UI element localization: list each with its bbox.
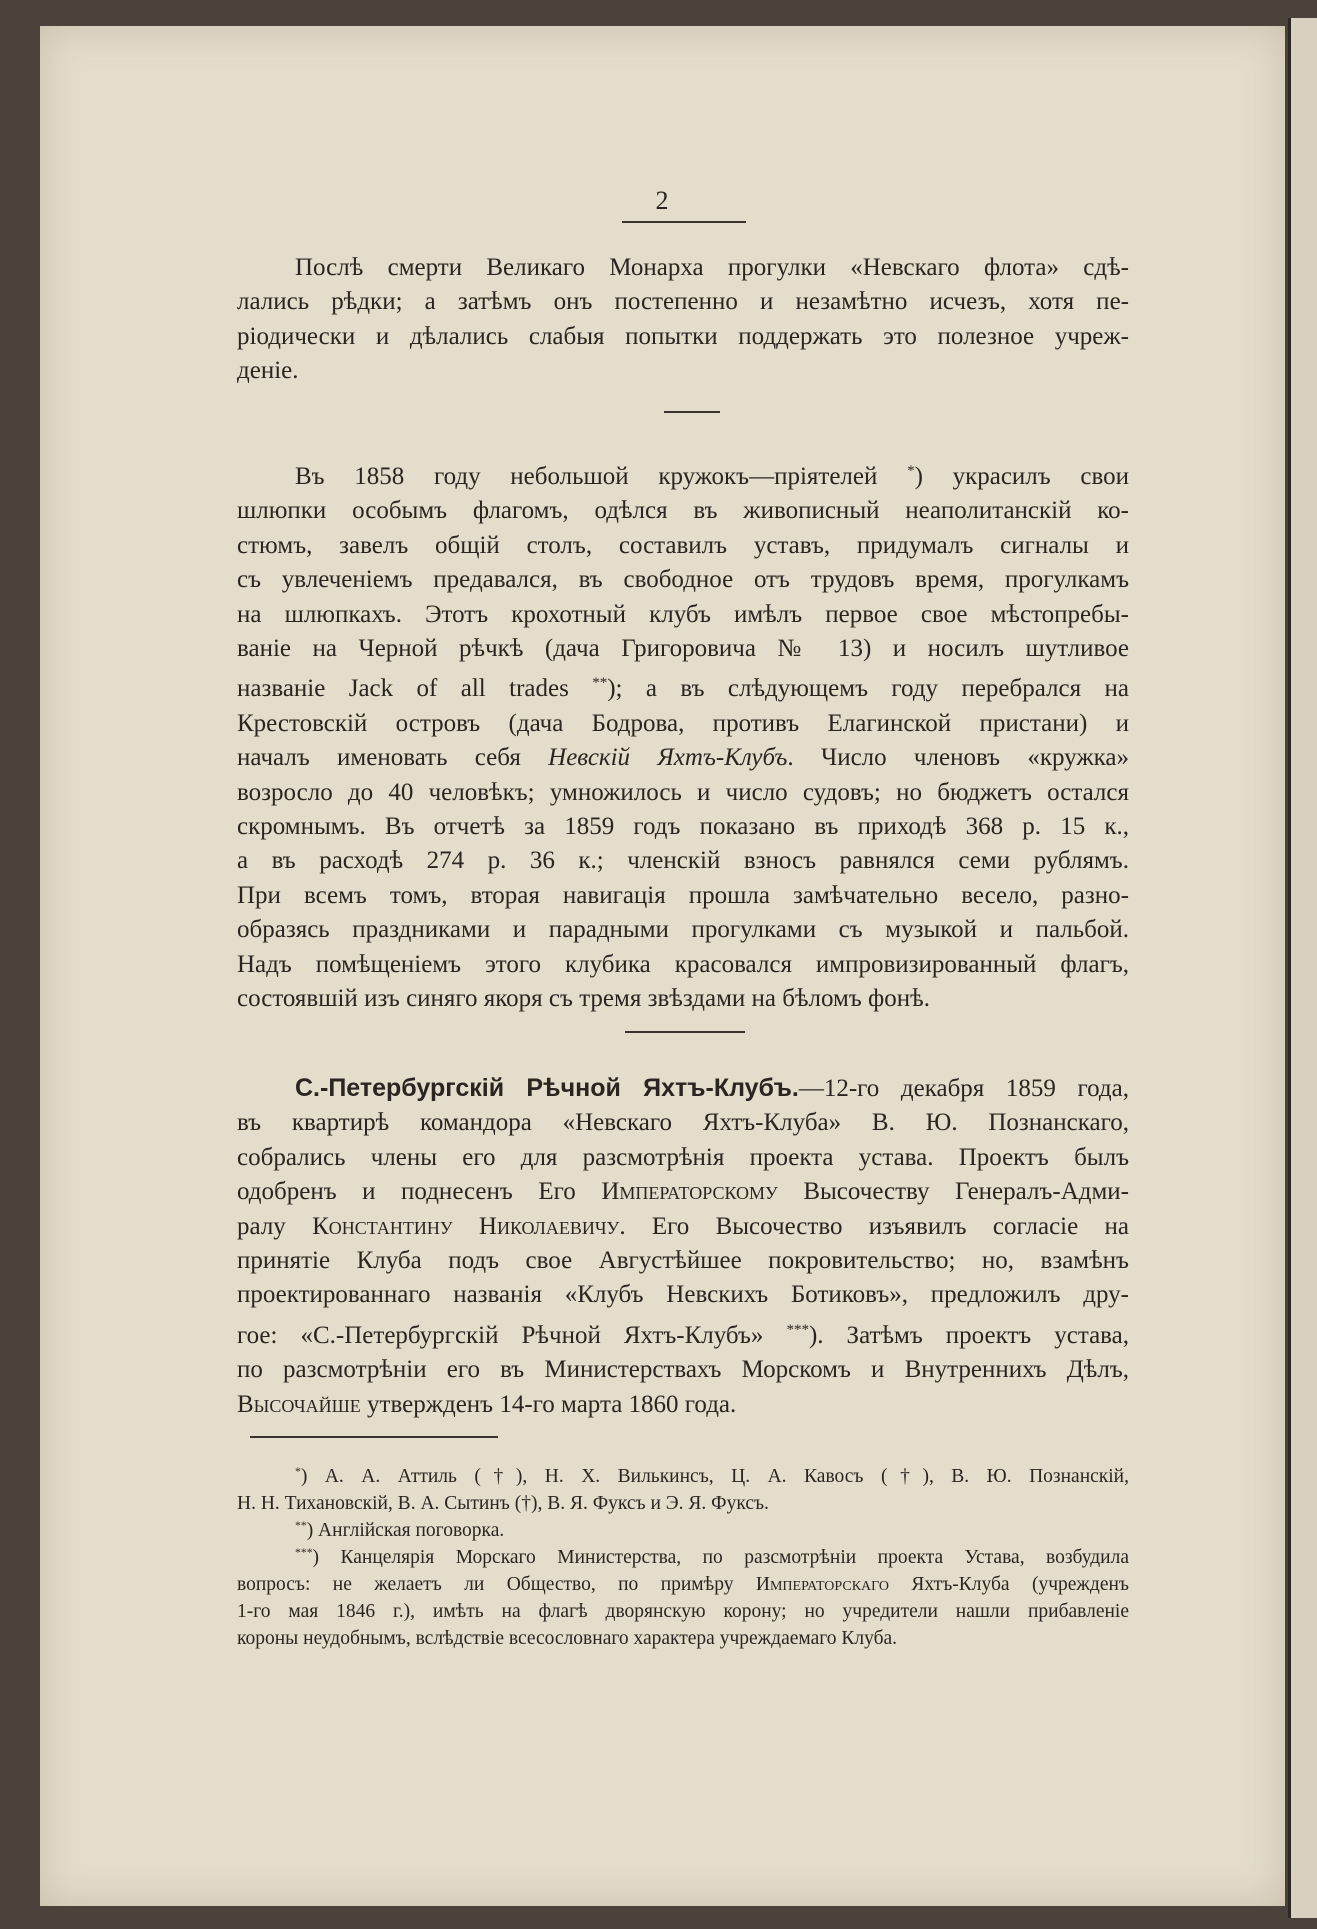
text-segment: деніе. — [237, 357, 299, 385]
text-segment: ралу — [237, 1212, 313, 1240]
footnote-1 — [237, 1458, 1129, 1517]
text-line — [237, 741, 1129, 775]
paragraph-2 — [237, 454, 1129, 1017]
text-line — [237, 454, 1129, 494]
footnote-rule — [250, 1436, 498, 1438]
text-line — [237, 1598, 1129, 1625]
text-line — [237, 529, 1129, 563]
text-segment: гое: «С.-Петербургскій Рѣчной Яхтъ-Клубъ» — [237, 1321, 787, 1349]
text-line — [237, 1539, 1129, 1571]
text-line — [237, 1071, 1129, 1106]
page-number: 2 — [655, 186, 669, 215]
text-segment: въ квартирѣ командора «Невскаго Яхтъ-Клуба» В. Ю. Познанскаго, — [237, 1109, 1129, 1137]
text-line — [237, 1353, 1129, 1387]
text-segment: ріодически и дѣлались слабыя попытки поддержать это полезное учреж- — [237, 322, 1129, 350]
text-segment: При всемъ томъ, вторая навигація прошла замѣчательно весело, разно- — [237, 881, 1129, 909]
small-caps-text: Константину Николаевичу — [312, 1212, 620, 1240]
text-segment: принятіе Клуба подъ свое Августѣйшее покровительство; но, взамѣнъ — [237, 1247, 1129, 1275]
section-divider — [625, 1031, 745, 1033]
text-line — [237, 1244, 1129, 1278]
text-segment: утвержденъ 14-го марта 1860 года. — [360, 1390, 737, 1418]
text-segment: ); а въ слѣдующемъ году перебрался на — [607, 675, 1129, 703]
text-segment: ) Канцелярія Морскаго Министерства, по разсмотрѣніи проекта Устава, возбудила — [312, 1547, 1129, 1569]
footnote-marker: ** — [592, 675, 608, 692]
text-segment: возросло до 40 человѣкъ; умножилось и число судовъ; но бюджетъ остался — [237, 778, 1129, 806]
text-line — [237, 913, 1129, 947]
text-segment: . Число членовъ «кружка» — [787, 744, 1129, 772]
text-segment: вопросъ: не желаетъ ли Общество, по примѣру — [237, 1574, 756, 1596]
text-segment: названіе Jack of all trades — [237, 675, 593, 703]
text-segment: состоявшій изъ синяго якоря съ тремя звѣздами на бѣломъ фонѣ. — [237, 985, 930, 1013]
small-caps-text: Высочайше — [237, 1390, 361, 1418]
text-line — [237, 1571, 1129, 1598]
text-segment: 1-го мая 1846 г.), имѣть на флагѣ дворянскую корону; но учредители нашли прибавленіе — [237, 1601, 1129, 1623]
text-line — [237, 1106, 1129, 1140]
bold-heading: С.-Петербургскій Рѣчной Яхтъ-Клубъ. — [295, 1074, 799, 1102]
text-segment: Надъ помѣщеніемъ этого клубика красовался импровизированный флагъ, — [237, 950, 1129, 978]
text-line — [237, 982, 1129, 1016]
section-divider — [664, 411, 720, 413]
text-line — [237, 1210, 1129, 1244]
text-line — [237, 776, 1129, 810]
text-line — [237, 251, 1129, 285]
text-line — [237, 563, 1129, 597]
text-line — [237, 1625, 1129, 1652]
footnote-marker: ** — [295, 1519, 307, 1532]
small-caps-text: Императорскому — [601, 1178, 778, 1206]
text-segment: Яхтъ-Клуба (учрежденъ — [889, 1574, 1129, 1596]
text-line — [237, 810, 1129, 844]
text-segment: ) украсилъ свои — [914, 463, 1129, 490]
small-caps-text: Императорскаго — [755, 1574, 890, 1596]
text-segment: ) А. А. Аттиль (†), Н. Х. Вилькинсъ, Ц. А. Кавосъ (†), В. Ю. Познанскій, — [300, 1466, 1129, 1488]
text-line — [237, 354, 1129, 388]
footnote-marker: * — [907, 463, 915, 479]
text-segment: образясь праздниками и парадными прогулками съ музыкой и пальбой. — [237, 916, 1129, 944]
text-line — [237, 1458, 1129, 1490]
text-segment: —12-го декабря 1859 года, — [798, 1075, 1129, 1102]
text-segment: Послѣ смерти Великаго Монарха прогулки «Невскаго флота» сдѣ- — [295, 254, 1129, 281]
text-line — [237, 879, 1129, 913]
footnote-marker: *** — [295, 1546, 313, 1559]
footnote-3 — [237, 1539, 1129, 1652]
text-segment: съ увлеченіемъ предавался, въ свободное отъ трудовъ время, прогулкамъ — [237, 566, 1129, 594]
text-segment: началъ именовать себя — [237, 744, 549, 772]
text-segment: Крестовскій островъ (дача Бодрова, противъ Елагинской пристани) и — [237, 709, 1129, 737]
adjacent-page-edge — [1288, 18, 1317, 1918]
text-segment: проектированнаго названія «Клубъ Невскихъ Ботиковъ», предложилъ дру- — [237, 1281, 1129, 1309]
text-segment: ). Затѣмъ проектъ устава, — [808, 1321, 1129, 1349]
text-line — [237, 1278, 1129, 1312]
text-segment: по разсмотрѣніи его въ Министерствахъ Морскомъ и Внутреннихъ Дѣлъ, — [237, 1356, 1129, 1384]
text-line — [237, 1313, 1129, 1353]
text-segment: . Его Высочество изъявилъ согласіе на — [619, 1212, 1129, 1240]
text-segment: шлюпки особымъ флагомъ, одѣлся въ живописный неаполитанскій ко- — [237, 497, 1129, 525]
text-line — [237, 1141, 1129, 1175]
text-line — [237, 666, 1129, 706]
paragraph-3-club-history — [237, 1071, 1129, 1422]
paragraph-1 — [237, 251, 1129, 389]
text-segment: одобренъ и поднесенъ Его — [237, 1178, 602, 1206]
text-segment: Н. Н. Тихановскій, В. А. Сытинъ (†), В. Я. Фуксъ и Э. Я. Фуксъ. — [237, 1493, 769, 1515]
text-segment: лались рѣдки; а затѣмъ онъ постепенно и незамѣтно исчезъ, хотя пе- — [237, 288, 1129, 316]
text-line — [237, 844, 1129, 878]
text-segment: а въ расходѣ 274 р. 36 к.; членскій взносъ равнялся семи рублямъ. — [237, 847, 1129, 875]
text-line — [237, 1388, 1129, 1422]
page-number-rule — [622, 221, 746, 223]
text-line — [237, 598, 1129, 632]
text-segment: ) Англійская поговорка. — [306, 1520, 505, 1542]
text-segment: собрались члены его для разсмотрѣнія проекта устава. Проектъ былъ — [237, 1143, 1129, 1171]
footnote-marker: *** — [786, 1321, 809, 1338]
text-line — [237, 285, 1129, 319]
text-line — [237, 320, 1129, 354]
text-line — [237, 948, 1129, 982]
italic-name: Невскій Яхтъ-Клубъ — [548, 744, 788, 772]
text-segment: на шлюпкахъ. Этотъ крохотный клубъ имѣлъ первое свое мѣстопребы- — [237, 600, 1129, 628]
text-line — [237, 632, 1129, 666]
text-line — [237, 1175, 1129, 1209]
text-line — [237, 707, 1129, 741]
text-line — [237, 494, 1129, 528]
footnote-marker: * — [295, 1465, 301, 1478]
text-segment: Въ 1858 году небольшой кружокъ—пріятелей — [295, 463, 908, 490]
text-segment: короны неудобнымъ, вслѣдствіе всесословнаго характера учреждаемаго Клуба. — [237, 1628, 898, 1650]
text-segment: ваніе на Черной рѣчкѣ (дача Григоровича № 13) и носилъ шутливое — [237, 635, 1129, 663]
text-segment: Высочеству Генералъ-Адми- — [777, 1178, 1130, 1206]
text-segment: стюмъ, завелъ общій столъ, составилъ уставъ, придумалъ сигналы и — [237, 531, 1129, 559]
text-segment: скромнымъ. Въ отчетѣ за 1859 годъ показано въ приходѣ 368 р. 15 к., — [237, 813, 1129, 841]
